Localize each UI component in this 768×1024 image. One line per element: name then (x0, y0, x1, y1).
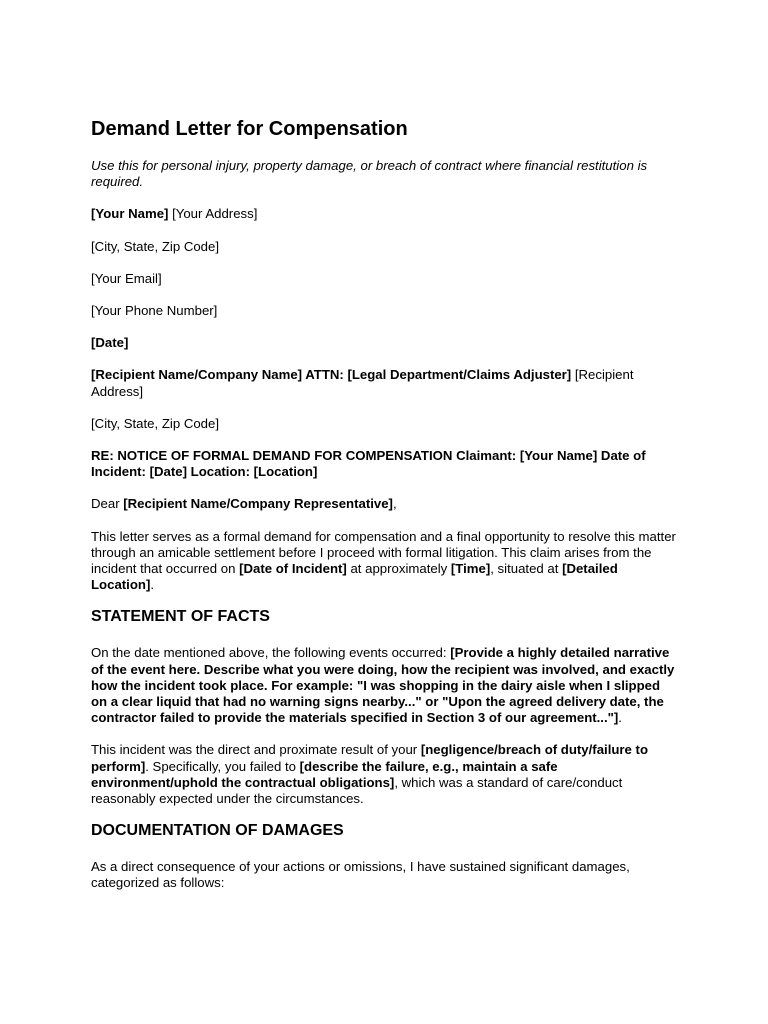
recipient-block (91, 367, 678, 399)
facts-p2-bold-2: [describe the failure, e.g., maintain a safe environment/uphold the contractual obligations] (91, 758, 558, 790)
facts-p2-text-3: , which was a standard of care/conduct reasonably expected under the circumstances. (91, 774, 623, 807)
recipient-city: [City, State, Zip Code] (91, 415, 220, 431)
facts-p1-bold: [Provide a highly detailed narrative of the event here. Describe what you were doing, how the recipient was involved, and exactly how the incident took place. For example: "I was shopping in the dairy aisle when I slipped on a clear liquid that had no warning signs nearby..." or "Upon the agreed delivery date, the contractor failed to provide the materials specified in Section 3 of our agreement..."] (91, 645, 675, 726)
opening-text-3: , situated at (490, 561, 563, 577)
opening-text-2: at approximately (346, 561, 451, 577)
facts-paragraph-1 (91, 645, 678, 726)
salutation-prefix: Dear (91, 496, 124, 512)
opening-paragraph (91, 529, 678, 594)
salutation-name: [Recipient Name/Company Representative] (123, 496, 393, 512)
facts-p2-bold-1: [negligence/breach of duty/failure to perform] (91, 742, 648, 774)
damages-paragraph-1: As a direct consequence of your actions or omissions, I have sustained significant damages, categorized as follows: (91, 859, 630, 891)
sender-email: [Your Email] (91, 270, 162, 286)
facts-p2-text-1: This incident was the direct and proximate result of your (91, 742, 421, 758)
salutation-suffix: , (392, 496, 397, 512)
opening-text-4: . (150, 577, 155, 593)
opening-date-of-incident: [Date of Incident] (239, 561, 347, 577)
facts-p1-text: On the date mentioned above, the following events occurred: (91, 645, 451, 661)
sender-address: [Your Address] (168, 206, 258, 222)
facts-p2-text-2: . Specifically, you failed to (145, 758, 300, 774)
sender-phone: [Your Phone Number] (91, 303, 218, 319)
sender-name: [Your Name] (91, 206, 169, 222)
sender-city: [City, State, Zip Code] (91, 238, 220, 254)
facts-heading: STATEMENT OF FACTS (91, 608, 270, 626)
facts-paragraph-2 (91, 742, 678, 807)
facts-p1-end: . (618, 710, 622, 726)
sender-name-address (91, 206, 678, 222)
salutation (91, 496, 678, 512)
recipient-address: [Recipient Address] (91, 367, 634, 399)
opening-location: [Detailed Location] (91, 561, 618, 593)
document-title: Demand Letter for Compensation (91, 118, 408, 140)
recipient-name-attn: [Recipient Name/Company Name] ATTN: [Legal Department/Claims Adjuster] (91, 367, 572, 383)
date-placeholder: [Date] (91, 335, 129, 351)
letter-date (91, 335, 678, 351)
opening-time: [Time] (450, 561, 491, 577)
re-line (91, 448, 678, 480)
intro-text: Use this for personal injury, property damage, or breach of contract where financial restitution is required. (91, 158, 648, 190)
damages-heading: DOCUMENTATION OF DAMAGES (91, 822, 344, 840)
re-line-text: RE: NOTICE OF FORMAL DEMAND FOR COMPENSATION Claimant: [Your Name] Date of Incident: [Date] Location: [Location] (91, 448, 646, 480)
opening-text-1: This letter serves as a formal demand for compensation and a final opportunity to resolve this matter through an amicable settlement before I proceed with formal litigation. This claim arises from the incident that occurred on (91, 528, 676, 577)
